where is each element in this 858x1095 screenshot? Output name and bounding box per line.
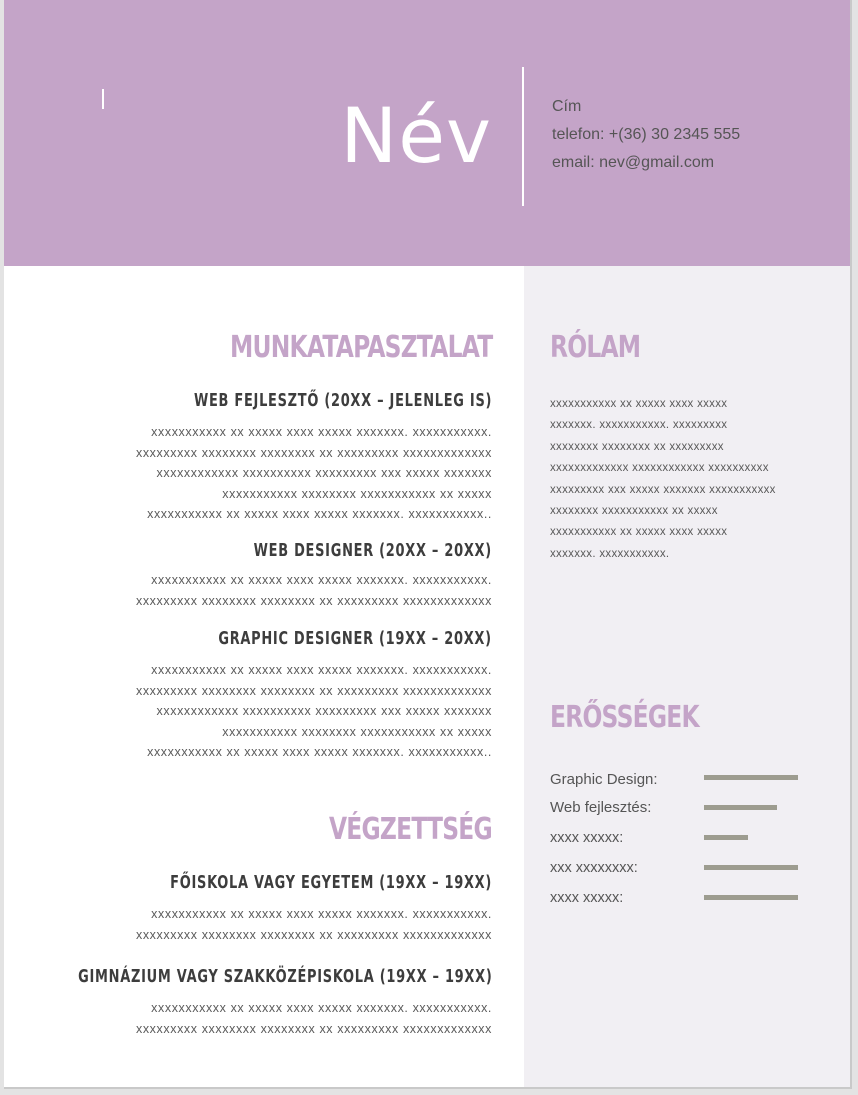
skill-level-bar <box>704 835 748 840</box>
skill-label[interactable]: xxxx xxxxx: <box>550 890 624 906</box>
education-title[interactable]: FŐISKOLA VAGY EGYETEM (19XX – 19XX) <box>170 872 492 893</box>
experience-heading[interactable]: MUNKATAPASZTALAT <box>229 330 492 365</box>
contact-phone[interactable]: telefon: +(36) 30 2345 555 <box>552 126 741 143</box>
text-line: xxxxxxxxxxx xx xxxxx xxxx xxxxx xxxxxxx. xxxxxxxxxxx. <box>151 425 492 439</box>
job-description[interactable] <box>47 660 492 763</box>
education-description[interactable] <box>47 998 492 1039</box>
name-title[interactable]: Név <box>340 91 492 180</box>
text-cursor <box>102 89 104 109</box>
job-title[interactable]: WEB FEJLESZTŐ (20XX – JELENLEG IS) <box>193 390 492 411</box>
text-line: xxxxxxxx xxxxxxxx xx xxxxxxxxx <box>550 440 724 453</box>
about-heading[interactable]: RÓLAM <box>550 330 641 365</box>
skill-level-bar <box>704 895 798 900</box>
sidebar-column <box>524 266 850 1087</box>
text-line: xxxxxxxxxxx xxxxxxxx xxxxxxxxxxx xx xxxxx <box>222 486 492 501</box>
text-line: xxxxxxxxxxx xx xxxxx xxxx xxxxx xxxxxxx. xxxxxxxxxxx. <box>151 663 492 677</box>
text-line: xxxxxxxxxxxx xxxxxxxxxx xxxxxxxxx xxx xxxxx xxxxxxx <box>156 466 492 481</box>
contact-address[interactable]: Cím <box>552 98 582 115</box>
about-text[interactable] <box>550 394 830 565</box>
skill-label[interactable]: xxx xxxxxxxx: <box>550 860 638 876</box>
job-title[interactable]: GRAPHIC DESIGNER (19XX – 20XX) <box>218 628 492 649</box>
header-divider <box>522 67 524 206</box>
text-line: xxxxxxxxxxx xx xxxxx xxxx xxxxx xxxxxxx. xxxxxxxxxxx. <box>151 907 492 921</box>
text-line: xxxxxxxxx xxxxxxxx xxxxxxxx xx xxxxxxxxx xxxxxxxxxxxxx <box>135 683 492 698</box>
text-line: xxxxxxxxx xxxxxxxx xxxxxxxx xx xxxxxxxxx xxxxxxxxxxxxx <box>135 927 492 942</box>
text-line: xxxxxxxxx xxx xxxxx xxxxxxx xxxxxxxxxxx <box>550 483 776 496</box>
text-line: xxxxxxx. xxxxxxxxxxx. <box>550 547 670 560</box>
text-line: xxxxxxxxxxx xx xxxxx xxxx xxxxx xxxxxxx. xxxxxxxxxxx. <box>151 573 492 587</box>
text-line: xxxxxxxxx xxxxxxxx xxxxxxxx xx xxxxxxxxx xxxxxxxxxxxxx <box>135 1021 492 1036</box>
education-title[interactable]: GIMNÁZIUM VAGY SZAKKÖZÉPISKOLA (19XX – 19XX) <box>77 966 492 987</box>
text-line: xxxxxxxxx xxxxxxxx xxxxxxxx xx xxxxxxxxx xxxxxxxxxxxxx <box>135 445 492 460</box>
skill-level-bar <box>704 805 777 810</box>
job-description[interactable] <box>47 422 492 525</box>
resume-page <box>4 0 852 1089</box>
text-line: xxxxxxxxx xxxxxxxx xxxxxxxx xx xxxxxxxxx xxxxxxxxxxxxx <box>135 593 492 608</box>
contact-block <box>552 96 740 180</box>
text-line: xxxxxxxxxxxx xxxxxxxxxx xxxxxxxxx xxx xxxxx xxxxxxx <box>156 704 492 719</box>
skill-label[interactable]: Graphic Design: <box>550 771 658 788</box>
job-description[interactable] <box>47 570 492 611</box>
text-line: xxxxxxxxxxx xxxxxxxx xxxxxxxxxxx xx xxxxx <box>222 724 492 739</box>
text-line: xxxxxxxxxxx xx xxxxx xxxx xxxxx <box>550 526 728 539</box>
text-line: xxxxxxxxxxx xx xxxxx xxxx xxxxx xxxxxxx. xxxxxxxxxxx.. <box>147 507 492 522</box>
text-line: xxxxxxxxxxx xx xxxxx xxxx xxxxx xxxxxxx. xxxxxxxxxxx. <box>151 1001 492 1015</box>
header-band <box>4 0 850 266</box>
strengths-heading[interactable]: ERŐSSÉGEK <box>550 700 699 735</box>
text-line: xxxxxxxxxxx xx xxxxx xxxx xxxxx xxxxxxx. xxxxxxxxxxx.. <box>147 745 492 760</box>
contact-email[interactable]: email: nev@gmail.com <box>552 154 715 171</box>
skill-label[interactable]: xxxx xxxxx: <box>550 830 624 846</box>
skill-label[interactable]: Web fejlesztés: <box>550 799 652 816</box>
job-title[interactable]: WEB DESIGNER (20XX – 20XX) <box>253 540 492 561</box>
skill-level-bar <box>704 775 798 780</box>
text-line: xxxxxxxxxxxxx xxxxxxxxxxxx xxxxxxxxxx <box>550 462 769 475</box>
text-line: xxxxxxxx xxxxxxxxxxx xx xxxxx <box>550 505 718 518</box>
text-line: xxxxxxx. xxxxxxxxxxx. xxxxxxxxx <box>550 419 728 432</box>
text-line: xxxxxxxxxxx xx xxxxx xxxx xxxxx <box>550 398 728 410</box>
skill-level-bar <box>704 865 798 870</box>
education-description[interactable] <box>47 904 492 945</box>
education-heading[interactable]: VÉGZETTSÉG <box>329 812 492 847</box>
